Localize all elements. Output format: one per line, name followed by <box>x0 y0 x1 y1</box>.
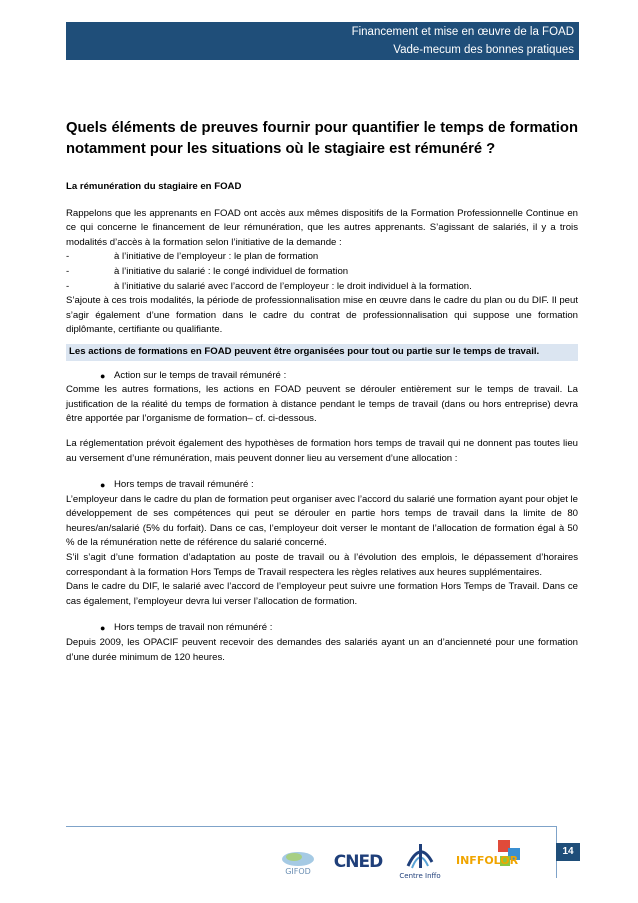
bullet-paragraph: S’il s’agit d’une formation d’adaptation au poste de travail ou à l’évolution des emplois, le dépassement d’horaires correspondant à la formation Hors Temps de Travail respectera les règles relatives aux heures supplémentaires. <box>66 552 578 578</box>
intro-paragraph: Rappelons que les apprenants en FOAD ont accès aux mêmes dispositifs de la Formation Professionnelle Continue en ce qui concerne le financement de leur rémunération, que les autres apprenants. S’agissant de salariés, il y a trois modalités d’accès à la formation selon l’initiative de la demande : <box>66 207 578 248</box>
cned-logo-text: CNED <box>333 852 383 872</box>
page-title: Quels éléments de preuves fournir pour quantifier le temps de formation notamment pour les situations où le stagiaire est rémunéré ? <box>66 120 578 157</box>
page-number: 14 <box>556 843 580 861</box>
page-content <box>66 118 578 665</box>
gifod-logo <box>276 850 320 876</box>
bullet-item: ● Hors temps de travail non rémunéré : <box>66 621 578 636</box>
cned-logo <box>330 848 386 874</box>
list-item: - à l’initiative de l’employeur : le plan de formation <box>66 251 319 263</box>
list-item: - à l’initiative du salarié avec l’accord de l’employeur : le droit individuel à la formation. <box>66 280 472 292</box>
header-subtitle: Vade-mecum des bonnes pratiques <box>393 44 574 56</box>
bullet-item: ● Action sur le temps de travail rémunéré : <box>66 369 578 384</box>
centre-inffo-logo <box>398 836 442 880</box>
regulation-paragraph: La réglementation prévoit également des hypothèses de formation hors temps de travail qui ne donnent pas toutes lieu au versement d’une rémunération, mais peuvent donner lieu au versement d’une allocation : <box>66 437 578 464</box>
section-heading: La rémunération du stagiaire en FOAD <box>66 181 242 192</box>
inffolor-logo <box>452 838 524 882</box>
bullet-item: ● Hors temps de travail rémunéré : <box>66 478 578 493</box>
bullet-icon: ● <box>100 623 106 634</box>
bullet-paragraph: Depuis 2009, les OPACIF peuvent recevoir des demandes des salariés ayant un an d’ancienneté pour une formation d’une durée minimum de 120 heures. <box>66 637 578 663</box>
modalities-paragraph: S’ajoute à ces trois modalités, la période de professionnalisation mise en œuvre dans le cadre du plan ou du DIF. Il peut s’agir également d’une formation dans le cadre du contrat de professionnalisation qui suppose une formation diplômante, certifiante ou qualifiante. <box>66 295 578 336</box>
bullet-paragraph: Dans le cadre du DIF, le salarié avec l’accord de l’employeur peut suivre une formation Hors Temps de Travail. Dans ce cas également, l’employeur devra lui verser l’allocation de formation. <box>66 581 578 607</box>
bullet-icon: ● <box>100 370 106 381</box>
gifod-logo-text: GIFOD <box>285 867 311 876</box>
footer-rule <box>66 826 556 827</box>
document-header <box>66 22 579 60</box>
partner-logos <box>270 836 550 886</box>
bullet-paragraph: L’employeur dans le cadre du plan de formation peut organiser avec l’accord du salarié une formation ayant pour objet le développement de ses compétences qui peut se dérouler en partie hors temps de travail dans la limite de 80 heures/an/salarié (5% du forfait). Dans ce cas, l’employeur doit verser le montant de l’allocation de formation égal à 50 % de la rémunération nette de référence du salarié concerné. <box>66 493 578 549</box>
header-title: Financement et mise en œuvre de la FOAD <box>351 26 574 38</box>
centre-inffo-logo-text: Centre Inffo <box>399 872 441 880</box>
bullet-icon: ● <box>100 480 106 491</box>
inffolor-logo-text: INFFOLOR <box>456 854 519 867</box>
list-item: - à l’initiative du salarié : le congé individuel de formation <box>66 265 349 277</box>
highlighted-statement: Les actions de formations en FOAD peuvent être organisées pour tout ou partie sur le temps de travail. <box>66 344 578 361</box>
bullet-paragraph: Comme les autres formations, les actions en FOAD peuvent se dérouler entièrement sur le temps de travail. La justification de la réalité du temps de formation à distance pendant le temps de travail (dans ou hors entreprise) devra être apportée par l’organisme de formation– cf. ci-dessous. <box>66 384 578 425</box>
